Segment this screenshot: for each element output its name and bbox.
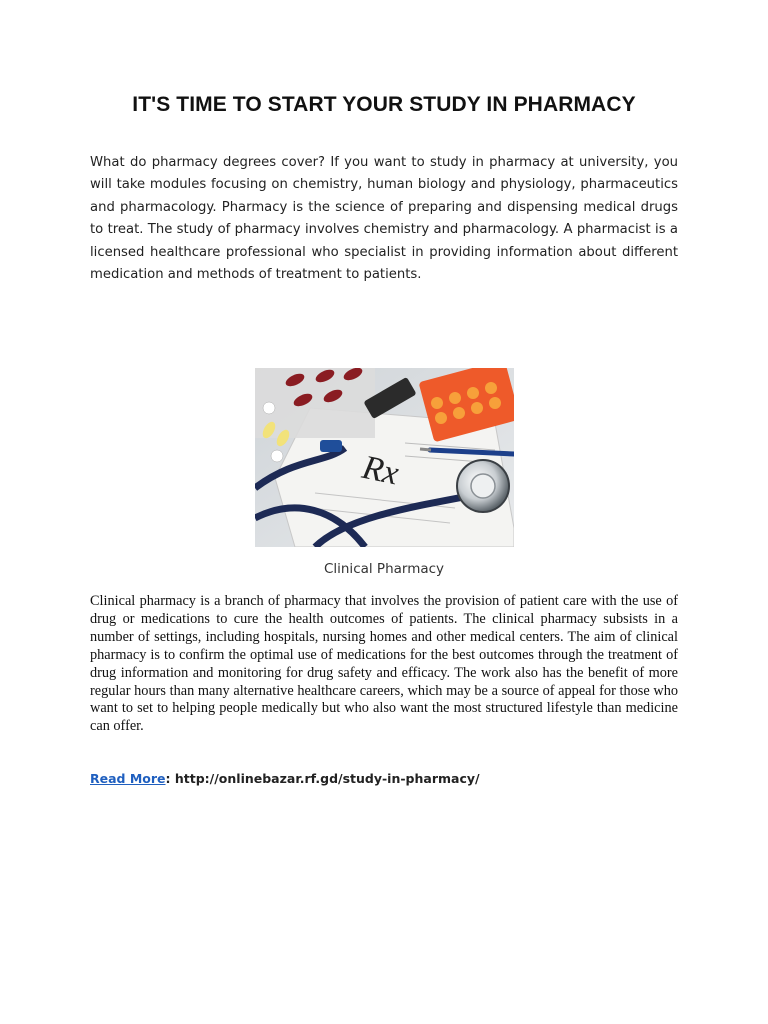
rx-symbol: Rx	[359, 448, 402, 493]
pharmacy-photo	[255, 368, 514, 547]
intro-paragraph: What do pharmacy degrees cover? If you want to study in pharmacy at university, you will take modules focusing on chemistry, human biology and physiology, pharmaceutics and pharmacology. Pharmacy is the science of preparing and dispensing medical drugs to treat. The study of pharmacy involves chemistry and pharmacology. A pharmacist is a licensed healthcare professional who specialist in providing information about different medication and methods of treatment to patients.	[90, 155, 678, 283]
read-more-url: http://onlinebazar.rf.gd/study-in-pharmacy/	[174, 771, 480, 786]
read-more-line	[90, 771, 480, 786]
read-more-separator: :	[165, 771, 175, 786]
page-title: IT'S TIME TO START YOUR STUDY IN PHARMACY	[132, 93, 636, 116]
read-more-link[interactable]: Read More	[90, 771, 166, 786]
body-paragraph: Clinical pharmacy is a branch of pharmacy that involves the provision of patient care with the use of drug or medications to cure the health outcomes of patients. The clinical pharmacy subsists in a number of settings, including hospitals, nursing homes and other medical centers. The aim of clinical pharmacy is to confirm the optimal use of medications for the best outcomes through the treatment of drug information and monitoring for drug safety and efficacy. The work also has the benefit of more regular hours than many alternative healthcare careers, which may be a source of appeal for those who want to set to helping people medically but who also want the most structured lifestyle than medicine can offer.	[90, 593, 678, 735]
figure-caption: Clinical Pharmacy	[323, 561, 445, 577]
